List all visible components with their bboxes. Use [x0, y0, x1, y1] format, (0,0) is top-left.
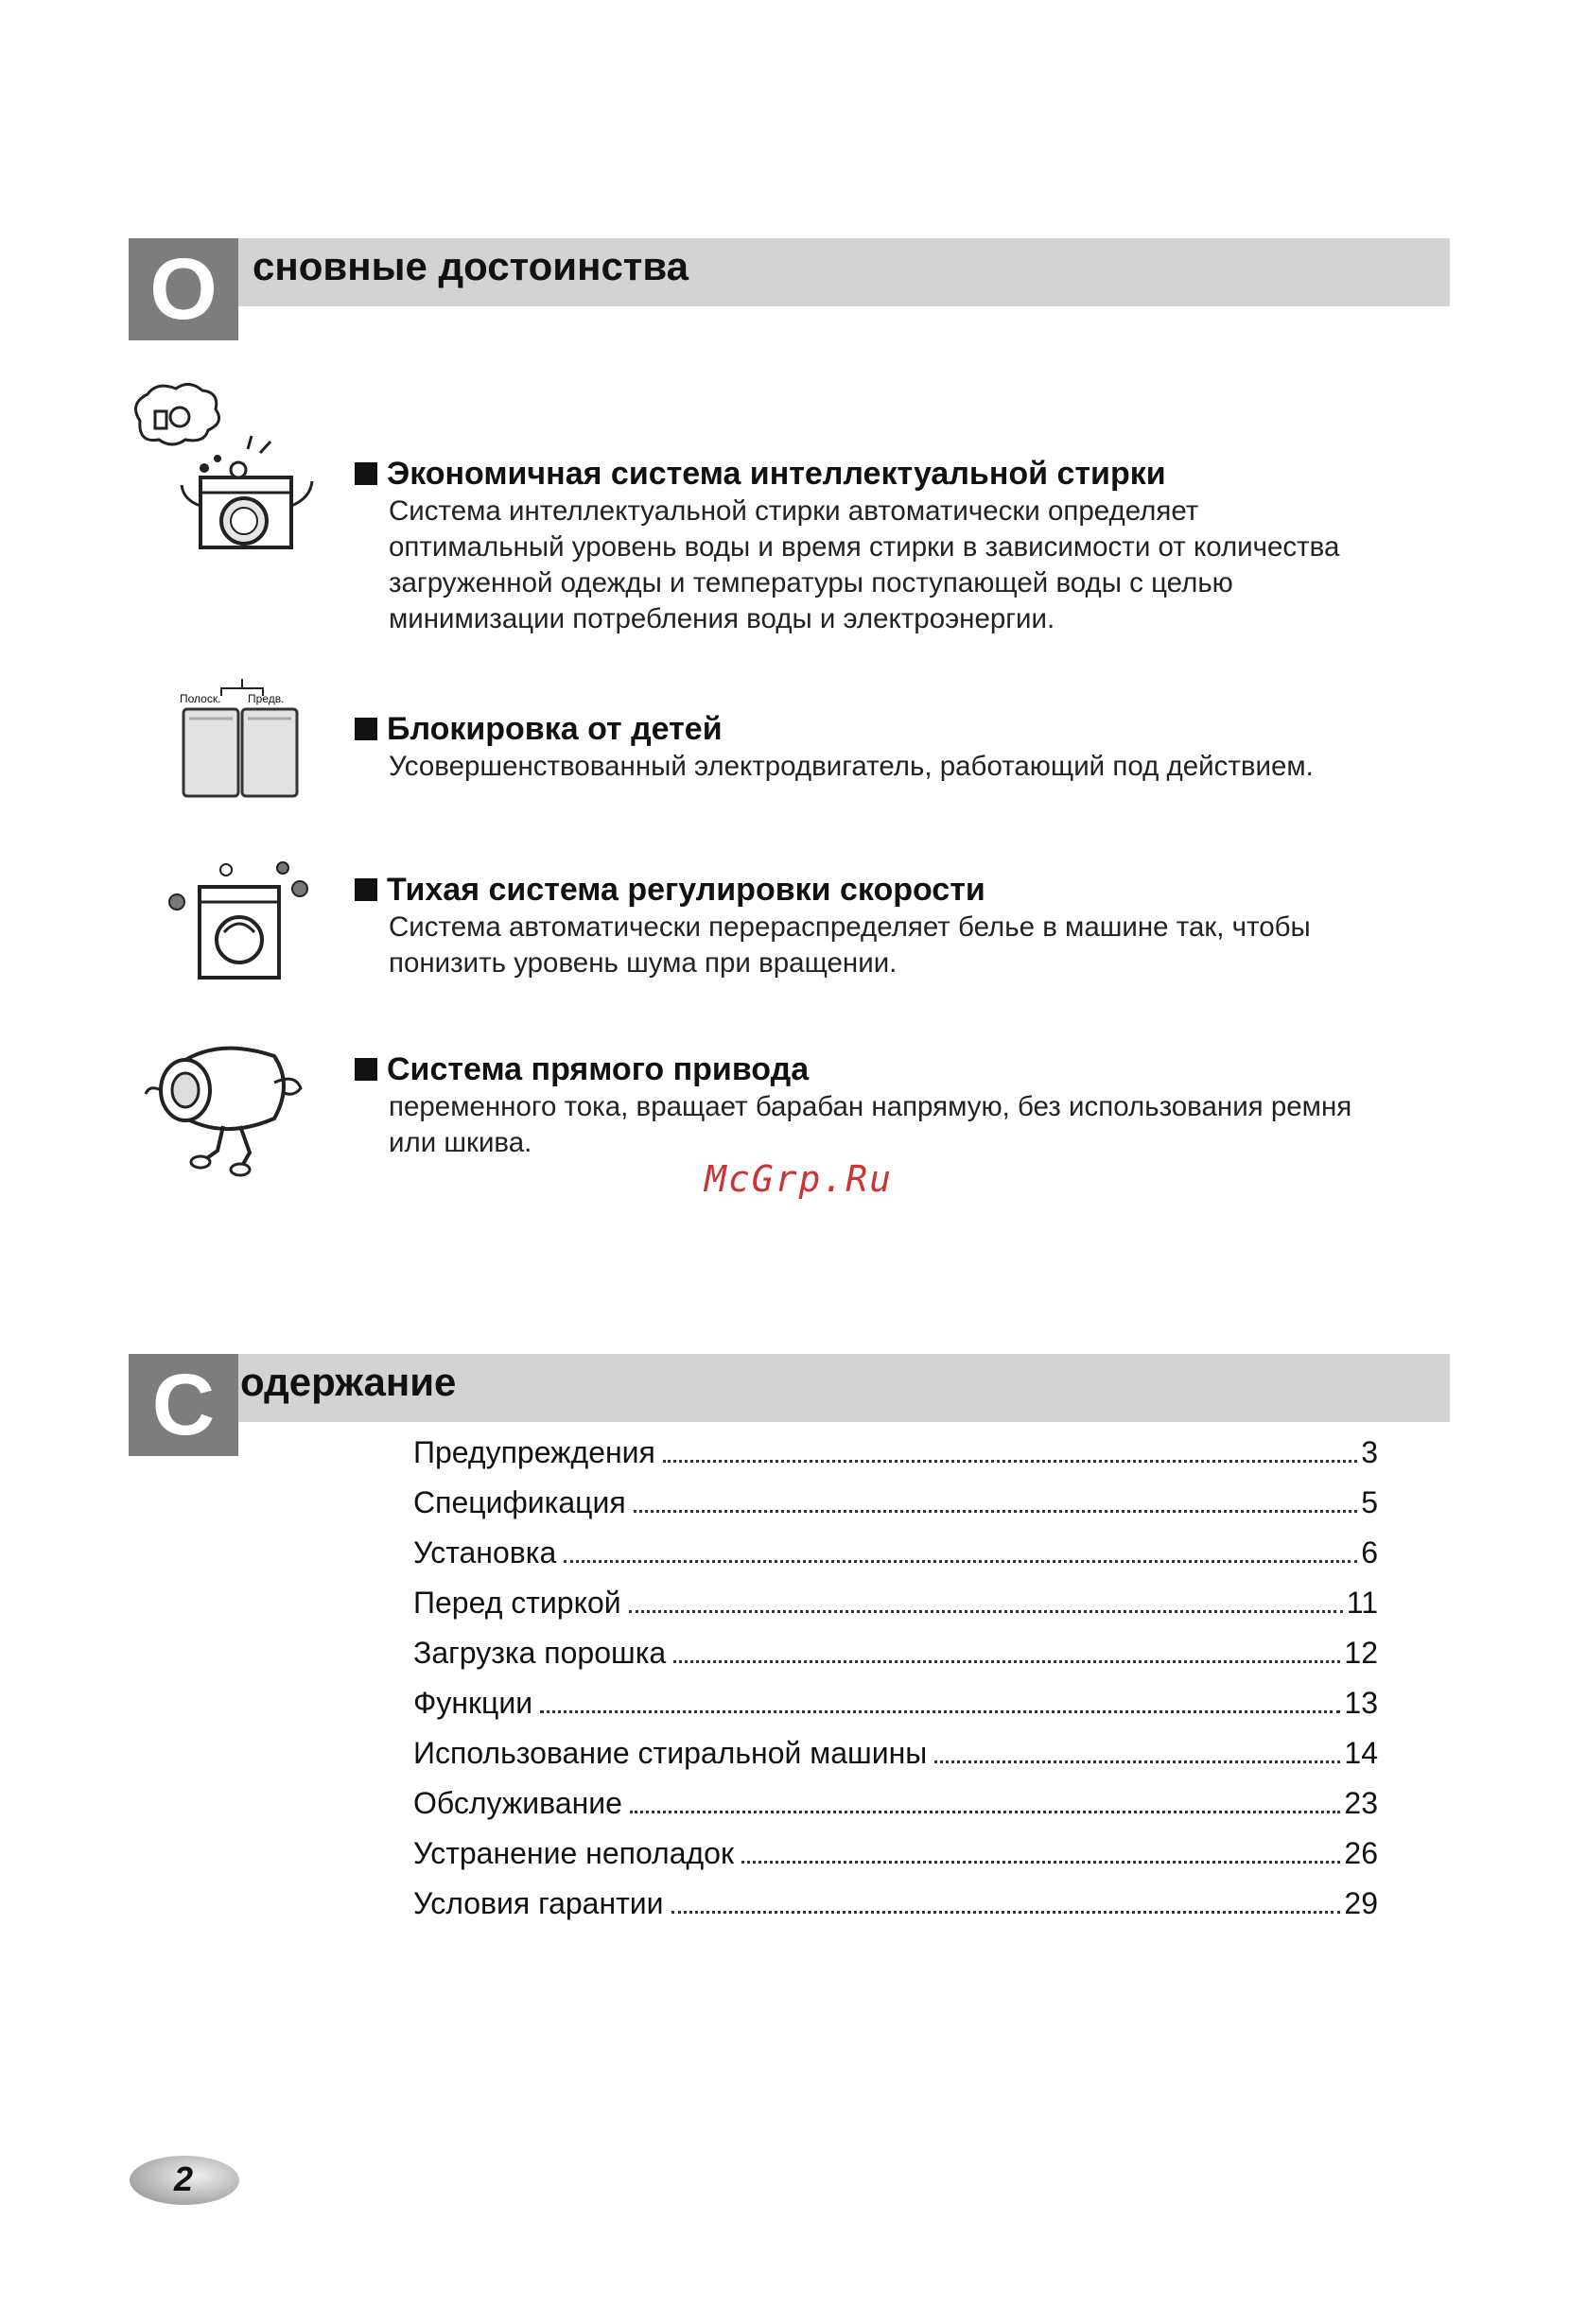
page-number: 2: [174, 2159, 194, 2198]
toc-entry[interactable]: Спецификация 5: [413, 1485, 1378, 1519]
feature-title: Экономичная система интеллектуальной стирки: [387, 456, 1166, 492]
toc-entry[interactable]: Функции 13: [413, 1686, 1378, 1720]
square-bullet-icon: [355, 462, 377, 485]
feature-title: Блокировка от детей: [387, 711, 723, 747]
smart-washer-illustration: [123, 383, 322, 553]
square-bullet-icon: [355, 718, 377, 740]
feature-description: Система автоматически перераспределяет белье в машине так, чтобы понизить уровень шума при вращении.: [389, 911, 1311, 979]
square-bullet-icon: [355, 1058, 377, 1081]
square-bullet-icon: [355, 878, 377, 901]
toc-entry[interactable]: Обслуживание 23: [413, 1786, 1378, 1820]
table-of-contents: [413, 1435, 1378, 1936]
feature-title: Тихая система регулировки скорости: [387, 872, 985, 908]
feature-description: Усовершенствованный электродвигатель, работающий под действием.: [389, 751, 1314, 782]
feature-child-lock: [355, 709, 1452, 785]
toc-entry[interactable]: Загрузка порошка 12: [413, 1636, 1378, 1670]
feature-description: Система интеллектуальной стирки автоматически определяет оптимальный уровень воды и время стирки в зависимости от количества загруженной одежды и температуры поступающей воды с целью минимизации потребления воды и электроэнергии.: [389, 495, 1340, 634]
feature-title: Система прямого привода: [387, 1051, 810, 1087]
lock-bracket-icon: [180, 671, 303, 804]
toc-entry[interactable]: Устранение неполадок 26: [413, 1836, 1378, 1870]
toc-entry[interactable]: Перед стиркой 11: [413, 1586, 1378, 1620]
header-initial-letter: О: [129, 238, 238, 340]
toc-entry[interactable]: Предупреждения 3: [413, 1435, 1378, 1469]
toc-entry[interactable]: Условия гарантии 29: [413, 1886, 1378, 1920]
feature-direct-drive: [355, 1049, 1452, 1161]
section-header-features: [129, 238, 1450, 338]
feature-silent-speed: [355, 870, 1452, 981]
child-lock-illustration: Полоск. Предв.: [180, 671, 303, 804]
header-initial-letter: С: [129, 1354, 238, 1456]
watermark-text: McGrp.Ru: [705, 1158, 894, 1200]
direct-drive-motor-illustration: [142, 1035, 340, 1196]
toc-entry[interactable]: Использование стиральной машины 14: [413, 1736, 1378, 1770]
section-title: сновные достоинства: [253, 244, 689, 288]
section-title: одержание: [240, 1360, 457, 1404]
feature-smart-wash: [355, 454, 1452, 637]
balanced-washer-illustration: [166, 860, 326, 983]
toc-entry[interactable]: Установка 6: [413, 1535, 1378, 1570]
feature-description: переменного тока, вращает барабан напрямую, без использования ремня или шкива.: [389, 1091, 1352, 1158]
